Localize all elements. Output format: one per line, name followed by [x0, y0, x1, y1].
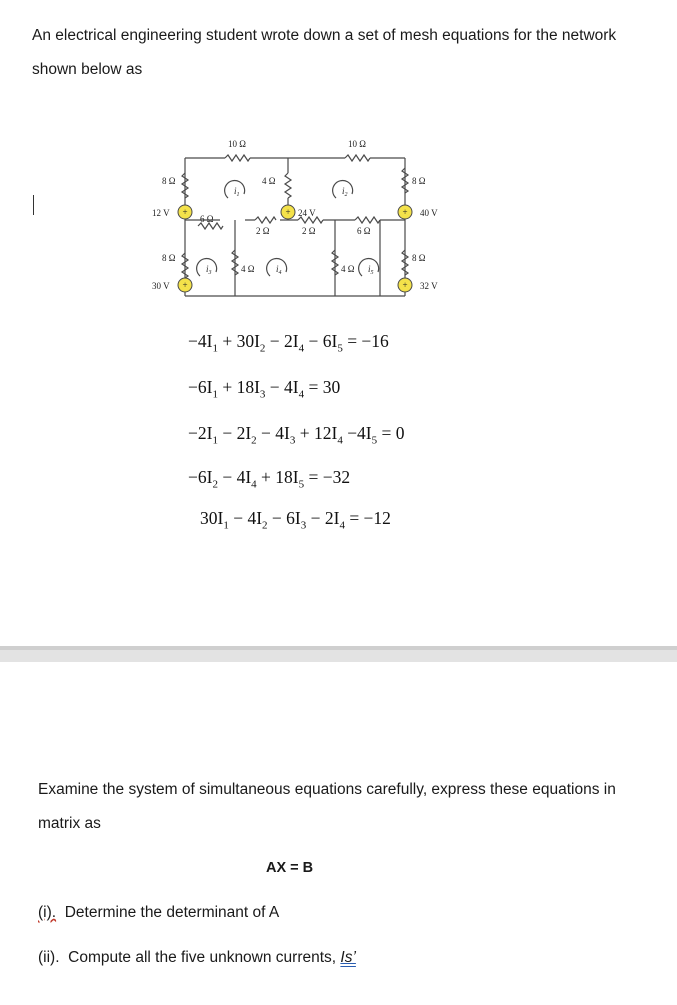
intro-line-2: shown below as	[32, 61, 143, 78]
label-40v: 40 V	[420, 208, 438, 218]
label-10-right: 10 Ω	[348, 139, 366, 149]
task-line-2: matrix as	[38, 815, 101, 832]
resistor-top-right	[345, 155, 370, 161]
question-1-text: Determine the determinant of A	[64, 904, 280, 921]
question-1	[38, 903, 279, 923]
label-4-mid-lower: 4 Ω	[241, 264, 255, 274]
equation-4: $-6I_2 - 4I_4 + 18I_5 = -32$	[188, 467, 351, 491]
label-2a: 2 Ω	[256, 226, 270, 236]
label-30v: 30 V	[152, 281, 170, 291]
mesh-label-i2: $i_2$	[342, 186, 348, 198]
label-4-mid-upper: 4 Ω	[262, 176, 276, 186]
mesh-label-i1: $i_1$	[234, 186, 240, 198]
label-24v: 24 V	[298, 208, 316, 218]
question-2-variable: Is’	[340, 949, 356, 966]
intro-line-1: An electrical engineering student wrote down a set of mesh equations for the network	[32, 27, 617, 44]
label-10-left: 10 Ω	[228, 139, 246, 149]
resistor-h2a	[255, 217, 276, 223]
label-8-left-lower: 8 Ω	[162, 253, 176, 263]
equation-3: $-2I_1 - 2I_2 - 4I_3 + 12I_4 -4I_5 = 0$	[188, 423, 405, 447]
question-2-text: Compute all the five unknown currents,	[68, 949, 341, 966]
equation-5: $30I_1 - 4I_2 - 6I_3 - 2I_4 = -12$	[200, 508, 391, 532]
question-2-number: (ii).	[38, 949, 60, 966]
plus-sign: +	[285, 207, 291, 217]
matrix-equation: AX = B	[266, 860, 314, 876]
page-divider-shadow	[0, 650, 677, 662]
label-32v: 32 V	[420, 281, 438, 291]
equation-1: $-4I_1 + 30I_2 - 2I_4 - 6I_5 = -16$	[188, 331, 389, 355]
label-8-right-lower: 8 Ω	[412, 253, 426, 263]
text-cursor	[33, 195, 34, 215]
mesh-label-i5: $i_5$	[368, 264, 374, 276]
resistor-mid-upper	[285, 173, 291, 198]
task-line-1: Examine the system of simultaneous equations carefully, express these equations in	[38, 781, 616, 798]
label-8-right-upper: 8 Ω	[412, 176, 426, 186]
label-4-right-inner: 4 Ω	[341, 264, 355, 274]
plus-sign: +	[182, 207, 188, 217]
question-1-number: (i).	[38, 904, 57, 921]
circuit-diagram	[140, 128, 460, 303]
label-8-left-upper: 8 Ω	[162, 176, 176, 186]
label-6-left: 6 Ω	[200, 214, 214, 224]
plus-sign: +	[182, 280, 188, 290]
question-2	[38, 948, 356, 968]
equation-2: $-6I_1 + 18I_3 - 4I_4 = 30$	[188, 377, 341, 401]
label-2b: 2 Ω	[302, 226, 316, 236]
plus-sign: +	[402, 207, 408, 217]
resistor-h6-right	[355, 217, 380, 223]
mesh-label-i3: $i_3$	[206, 264, 212, 276]
label-6-right: 6 Ω	[357, 226, 371, 236]
plus-sign: +	[402, 280, 408, 290]
mesh-label-i4: $i_4$	[276, 264, 282, 276]
label-12v: 12 V	[152, 208, 170, 218]
resistor-top-left	[225, 155, 250, 161]
